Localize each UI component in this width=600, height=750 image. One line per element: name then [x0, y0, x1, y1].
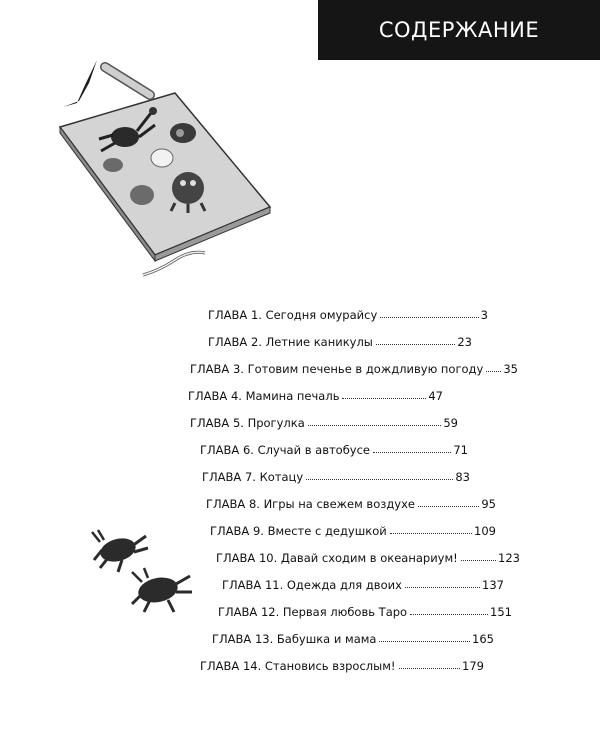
toc-label: ГЛАВА 8. Игры на свежем воздухе: [206, 497, 415, 511]
toc-label: ГЛАВА 3. Готовим печенье в дождливую погоду: [190, 362, 484, 376]
toc-page: 47: [428, 389, 443, 403]
toc-label: ГЛАВА 13. Бабушка и мама: [212, 632, 377, 646]
toc-page: 23: [457, 335, 472, 349]
toc-entry[interactable]: [208, 329, 472, 349]
toc-label: ГЛАВА 10. Давай сходим в океанариум!: [216, 551, 458, 565]
toc-entry[interactable]: [190, 356, 518, 376]
toc-page: 123: [498, 551, 520, 565]
beetle-lower: [132, 568, 192, 612]
toc-entry[interactable]: [190, 410, 458, 430]
toc-entry[interactable]: [208, 302, 488, 322]
toc-leader: [399, 668, 461, 669]
toc-entry[interactable]: [202, 464, 470, 484]
toc-leader: [390, 533, 472, 534]
toc-label: ГЛАВА 2. Летние каникулы: [208, 335, 373, 349]
toc-entry[interactable]: [188, 383, 443, 403]
toc-entry[interactable]: [210, 518, 496, 538]
toc-entry[interactable]: [200, 653, 484, 673]
toc-leader: [373, 452, 451, 453]
toc-label: ГЛАВА 7. Котацу: [202, 470, 304, 484]
toc-label: ГЛАВА 6. Случай в автобусе: [200, 443, 371, 457]
toc-entry[interactable]: [216, 545, 520, 565]
toc-page: 3: [480, 308, 488, 322]
toc-label: ГЛАВА 5. Прогулка: [190, 416, 305, 430]
toc-leader: [405, 587, 480, 588]
toc-entry[interactable]: [222, 572, 504, 592]
toc-label: ГЛАВА 9. Вместе с дедушкой: [210, 524, 387, 538]
toc-leader: [342, 398, 426, 399]
toc-leader: [306, 479, 453, 480]
toc-leader: [379, 641, 470, 642]
toc-leader: [308, 425, 442, 426]
rolling-pin: [105, 67, 150, 95]
toc-page: 83: [455, 470, 470, 484]
toc-leader: [376, 344, 455, 345]
clay-blob: [151, 149, 173, 167]
toc-page: 71: [453, 443, 468, 457]
toc-leader: [410, 614, 488, 615]
toc-page: 137: [482, 578, 504, 592]
toc-leader: [418, 506, 479, 507]
toc-leader: [461, 560, 496, 561]
cutting-board: [60, 93, 270, 261]
toc-page: 109: [474, 524, 496, 538]
toc-entry[interactable]: [200, 437, 468, 457]
cutting-board-illustration: [55, 55, 280, 295]
toc-label: ГЛАВА 4. Мамина печаль: [188, 389, 340, 403]
beetle-upper: [92, 530, 148, 572]
toc-entry[interactable]: [206, 491, 496, 511]
toc-page: 35: [503, 362, 518, 376]
toc-label: ГЛАВА 14. Становись взрослым!: [200, 659, 396, 673]
beetles-illustration: [88, 528, 198, 618]
clay-avocado: [170, 123, 196, 143]
toc-page: 95: [481, 497, 496, 511]
toc-label: ГЛАВА 12. Первая любовь Таро: [218, 605, 408, 619]
toc-label: ГЛАВА 11. Одежда для двоих: [222, 578, 402, 592]
toc-label: ГЛАВА 1. Сегодня омурайсу: [208, 308, 378, 322]
clay-blob: [130, 185, 154, 205]
clay-knife: [63, 60, 97, 107]
toc-leader: [486, 371, 501, 372]
toc-page: 179: [462, 659, 484, 673]
toc-entry[interactable]: [218, 599, 512, 619]
toc-page: 151: [490, 605, 512, 619]
clay-blob: [103, 158, 123, 172]
toc-leader: [380, 317, 478, 318]
toc-page: 165: [472, 632, 494, 646]
page-title: СОДЕРЖАНИЕ: [318, 0, 600, 60]
toc-page: 59: [443, 416, 458, 430]
toc-entry[interactable]: [212, 626, 494, 646]
